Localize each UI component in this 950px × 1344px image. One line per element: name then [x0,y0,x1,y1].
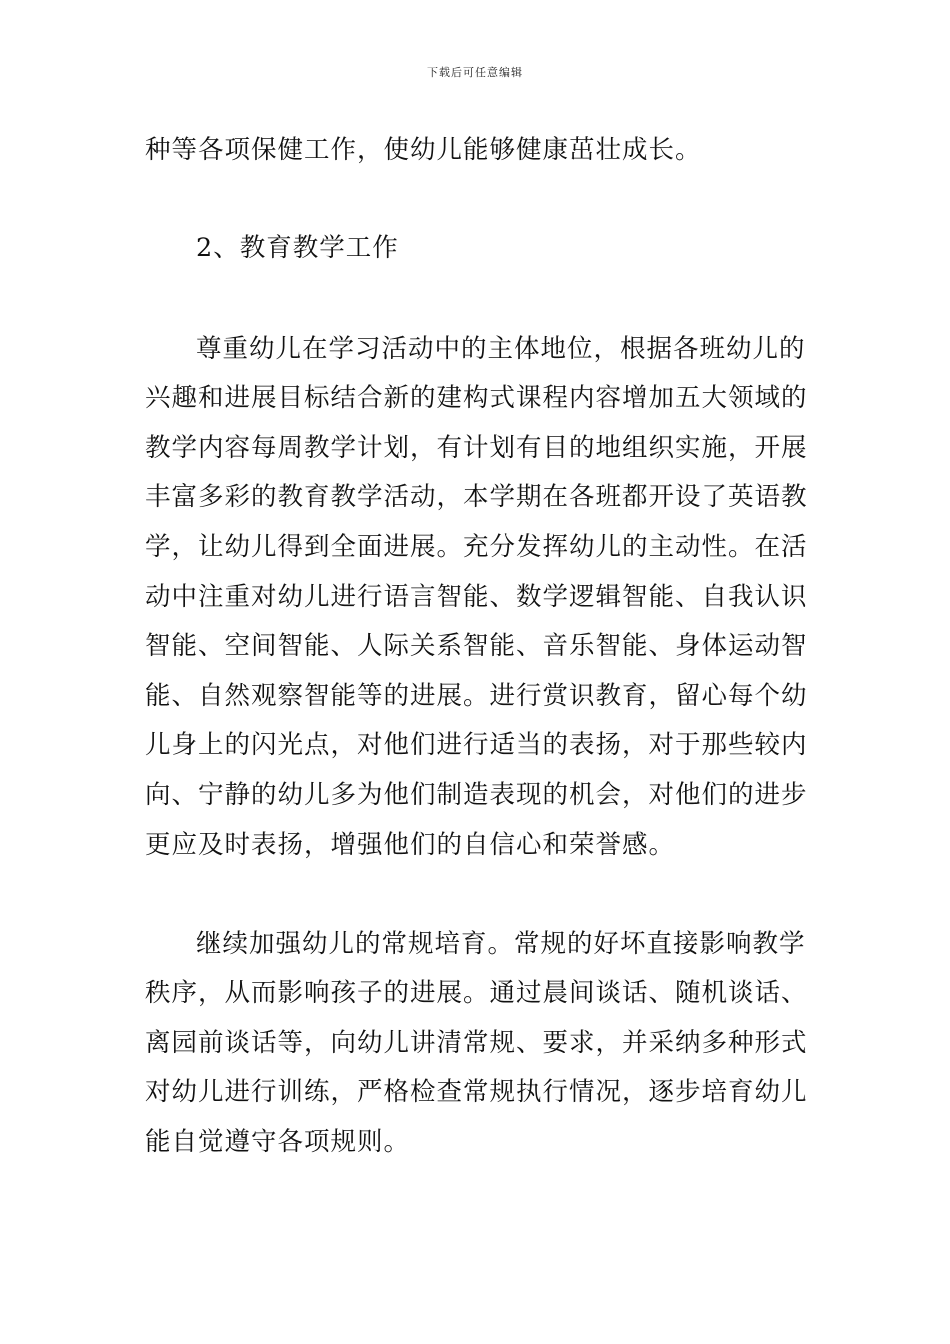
paragraph-line: 尊重幼儿在学习活动中的主体地位，根据各班幼儿的 [196,334,806,364]
paragraph-line: 兴趣和进展目标结合新的建构式课程内容增加五大领域的 [145,383,808,413]
paragraph-line: 儿身上的闪光点，对他们进行适当的表扬，对于那些较内 [145,730,808,760]
paragraph-line: 更应及时表扬，增强他们的自信心和荣誉感。 [145,830,676,860]
paragraph-line: 动中注重对幼儿进行语言智能、数学逻辑智能、自我认识 [145,582,808,612]
section-heading: 2、教育教学工作 [196,233,399,263]
paragraph-line: 能、自然观察智能等的进展。进行赏识教育，留心每个幼 [145,681,808,711]
paragraph-line: 离园前谈话等，向幼儿讲清常规、要求，并采纳多种形式 [145,1028,808,1058]
paragraph-line: 教学内容每周教学计划，有计划有目的地组织实施，开展 [145,433,808,463]
paragraph-line: 丰富多彩的教育教学活动，本学期在各班都开设了英语教 [145,482,808,512]
page-header-note: 下载后可任意编辑 [427,66,523,79]
carry-over-line: 种等各项保健工作，使幼儿能够健康茁壮成长。 [145,135,702,165]
paragraph-line: 秩序，从而影响孩子的进展。通过晨间谈话、随机谈话、 [145,978,808,1008]
paragraph-line: 能自觉遵守各项规则。 [145,1127,411,1157]
paragraph-line: 智能、空间智能、人际关系智能、音乐智能、身体运动智 [145,631,808,661]
paragraph-line: 学，让幼儿得到全面进展。充分发挥幼儿的主动性。在活 [145,532,808,562]
paragraph-line: 对幼儿进行训练，严格检查常规执行情况，逐步培育幼儿 [145,1077,808,1107]
paragraph-line: 继续加强幼儿的常规培育。常规的好坏直接影响教学 [196,929,806,959]
paragraph-line: 向、宁静的幼儿多为他们制造表现的机会，对他们的进步 [145,780,808,810]
